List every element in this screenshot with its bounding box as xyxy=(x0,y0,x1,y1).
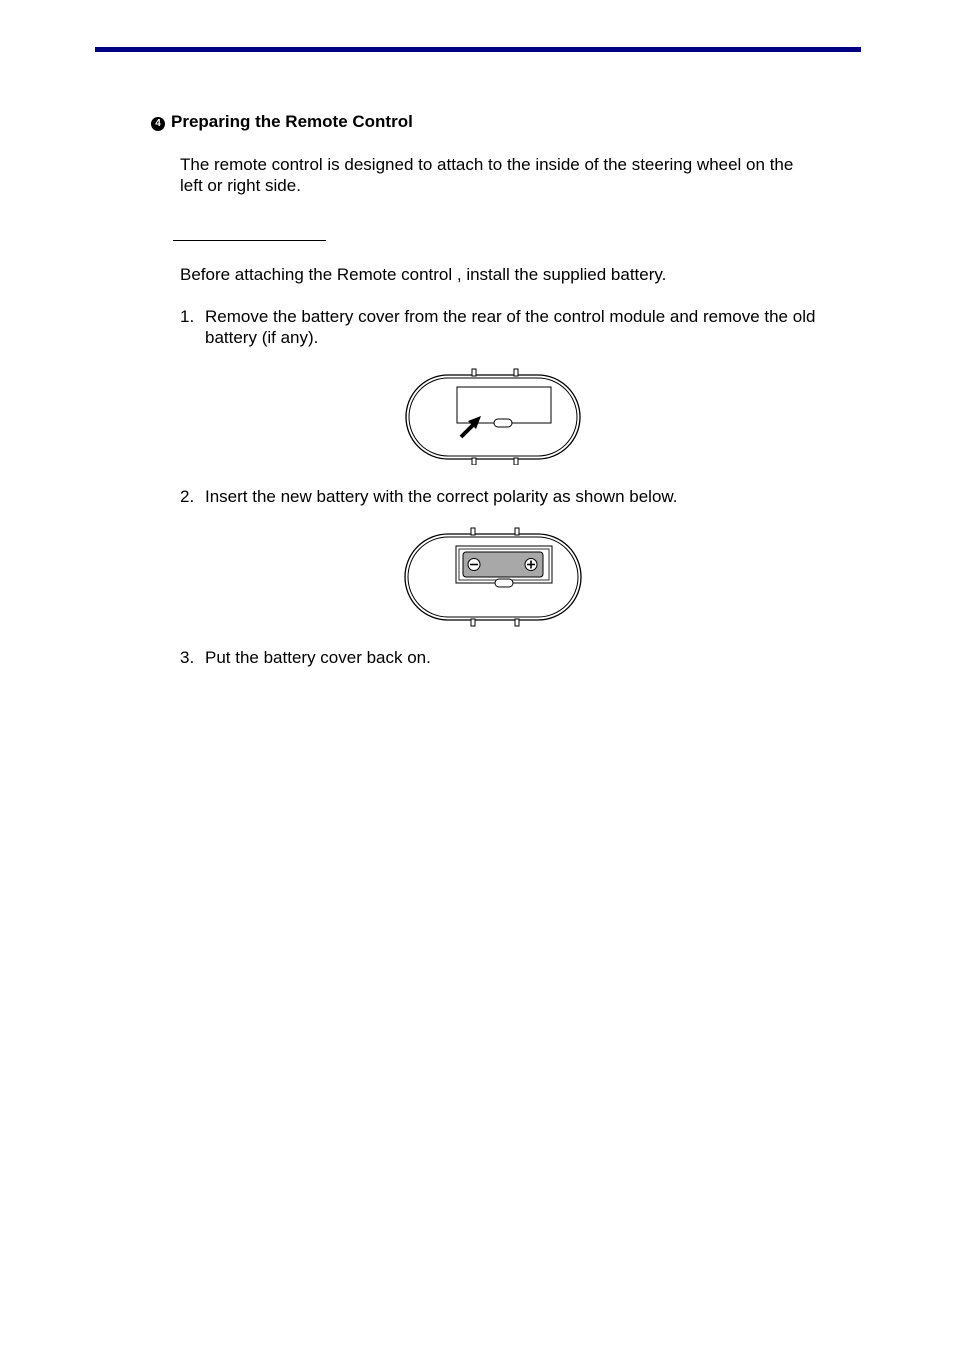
battery-polarity-diagram xyxy=(403,527,585,627)
number-4-icon: 4 xyxy=(151,117,165,131)
section-heading xyxy=(151,112,413,132)
battery-cover-removal-diagram xyxy=(404,367,584,465)
tab-bottom-right xyxy=(515,619,519,626)
step-text: Remove the battery cover from the rear of the control module and remove the old battery (if any). xyxy=(205,307,816,347)
step-number: 1. xyxy=(180,307,195,326)
tab-top-right xyxy=(514,369,518,376)
tab-top-left xyxy=(472,369,476,376)
step-number: 3. xyxy=(180,648,195,667)
step-3 xyxy=(180,647,820,668)
arrow-shaft xyxy=(461,424,474,437)
step-text: Insert the new battery with the correct polarity as shown below. xyxy=(205,487,678,506)
battery-note: Before attaching the Remote control , install the supplied battery. xyxy=(180,265,667,284)
section-title: Preparing the Remote Control xyxy=(171,112,413,131)
intro-paragraph: The remote control is designed to attach to the inside of the steering wheel on the left or right side. xyxy=(180,155,794,195)
battery-cover xyxy=(457,387,551,423)
divider-line xyxy=(173,240,326,241)
tab-bottom-left xyxy=(472,458,476,465)
tab-top-right xyxy=(515,528,519,535)
step-2 xyxy=(180,486,820,507)
header-rule xyxy=(95,47,861,52)
cover-latch xyxy=(494,419,512,427)
compartment-latch xyxy=(495,579,513,587)
step-1 xyxy=(180,306,820,348)
tab-bottom-left xyxy=(471,619,475,626)
step-text: Put the battery cover back on. xyxy=(205,648,431,667)
tab-bottom-right xyxy=(514,458,518,465)
step-number: 2. xyxy=(180,487,195,506)
tab-top-left xyxy=(471,528,475,535)
